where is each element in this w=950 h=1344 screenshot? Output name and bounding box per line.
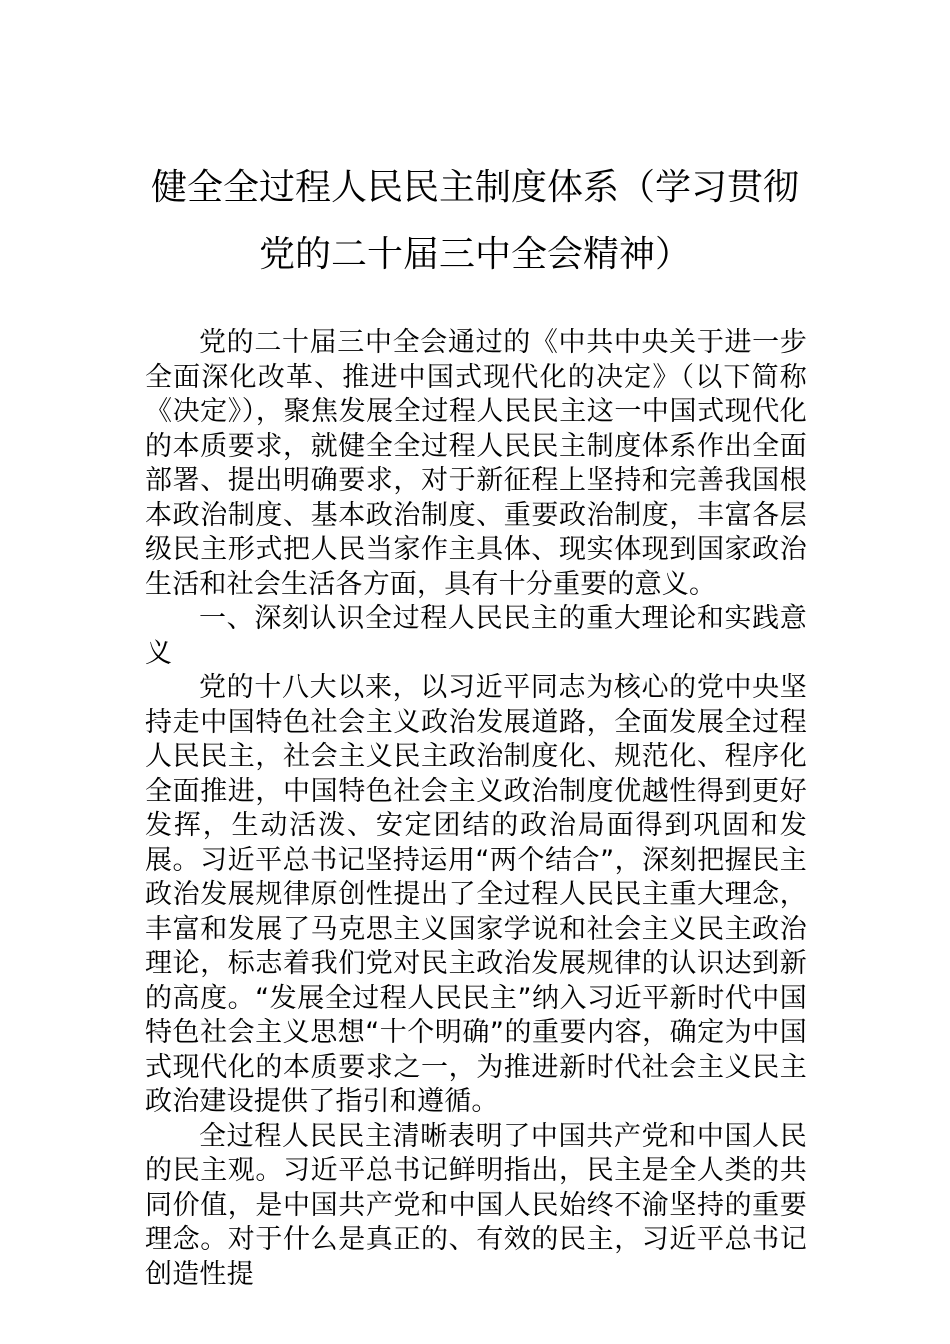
section-heading-1: 一、深刻认识全过程人民民主的重大理论和实践意义 <box>145 603 807 669</box>
paragraph-intro: 党的二十届三中全会通过的《中共中央关于进一步全面深化改革、推进中国式现代化的决定》（以下简称《决定》），聚焦发展全过程人民民主这一中国式现代化的本质要求，就健全全过程人民民主制度体系作出全面部署、提出明确要求，对于新征程上坚持和完善我国根本政治制度、基本政治制度、重要政治制度，丰富各层级民主形式把人民当家作主具体、现实体现到国家政治生活和社会生活各方面，具有十分重要的意义。 <box>145 327 807 600</box>
paragraph-section-1: 党的十八大以来，以习近平同志为核心的党中央坚持走中国特色社会主义政治发展道路，全面发展全过程人民民主，社会主义民主政治制度化、规范化、程序化全面推进，中国特色社会主义政治制度优越性得到更好发挥，生动活泼、安定团结的政治局面得到巩固和发展。习近平总书记坚持运用“两个结合”，深刻把握民主政治发展规律原创性提出了全过程人民民主重大理念，丰富和发展了马克思主义国家学说和社会主义民主政治理论，标志着我们党对民主政治发展规律的认识达到新的高度。“发展全过程人民民主”纳入习近平新时代中国特色社会主义思想“十个明确”的重要内容，确定为中国式现代化的本质要求之一，为推进新时代社会主义民主政治建设提供了指引和遵循。 <box>145 672 807 1117</box>
paragraph-democracy-view: 全过程人民民主清晰表明了中国共产党和中国人民的民主观。习近平总书记鲜明指出，民主是全人类的共同价值，是中国共产党和中国人民始终不渝坚持的重要理念。对于什么是真正的、有效的民主，习近平总书记创造性提 <box>145 1120 807 1290</box>
document-title-line-1: 健全全过程人民民主制度体系（学习贯彻 <box>150 167 799 208</box>
document-title-line-2: 党的二十届三中全会精神） <box>258 234 691 275</box>
document-body <box>145 326 807 1292</box>
